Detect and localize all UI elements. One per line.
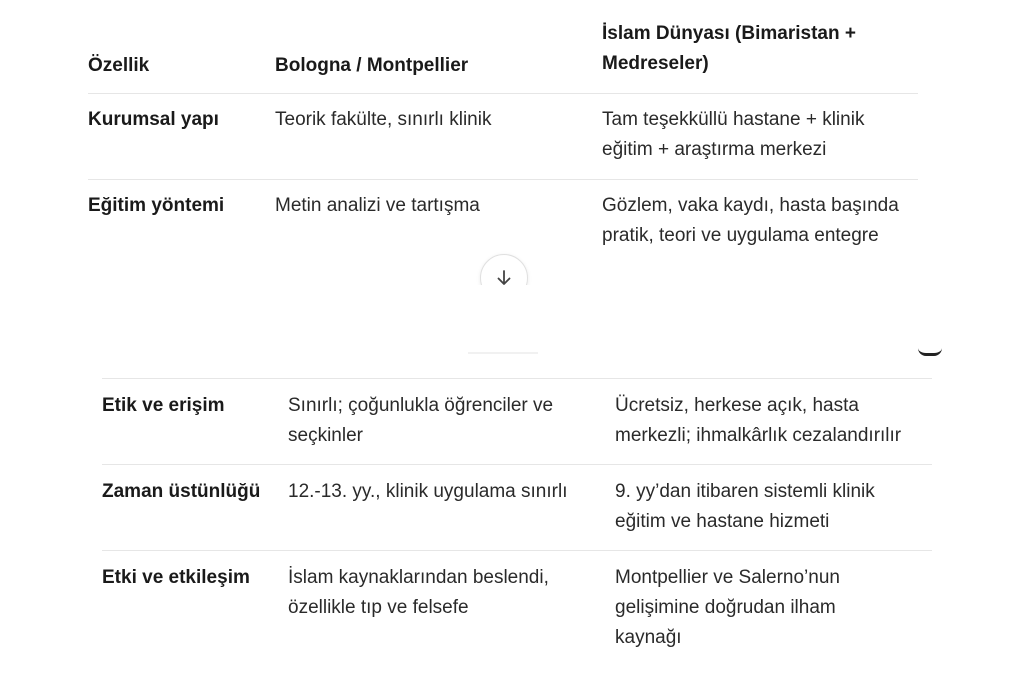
row-europe: 12.-13. yy., klinik uygulama sınırlı — [288, 481, 568, 502]
row-feature: Zaman üstünlüğü — [102, 481, 261, 502]
table-row — [102, 550, 932, 670]
top-screenshot-segment — [0, 0, 1024, 285]
table-row — [102, 464, 932, 551]
arrow-down-icon — [495, 269, 513, 285]
row-europe: Metin analizi ve tartışma — [275, 195, 480, 216]
header-islam: İslam Dünyası (Bimaristan + Medreseler) — [602, 23, 856, 74]
row-europe: Teorik fakülte, sınırlı klinik — [275, 109, 492, 130]
bottom-screenshot-segment — [0, 345, 1024, 686]
row-islam: Montpellier ve Salerno’nun gelişimine doğrudan ilham kaynağı — [615, 567, 840, 648]
comparison-table-bottom — [102, 345, 932, 686]
row-islam: Tam teşekküllü hastane + klinik eğitim + araştırma merkezi — [602, 109, 865, 160]
header-feature: Özellik — [88, 55, 150, 76]
table-header-row — [88, 0, 918, 94]
row-feature: Eğitim yöntemi — [88, 195, 225, 216]
row-islam: Gözlem, vaka kaydı, hasta başında pratik, teori ve uygulama entegre — [602, 195, 899, 246]
row-europe: Sınırlı; çoğunlukla öğrenciler ve seçkinler — [288, 395, 554, 446]
row-feature: Etki ve etkileşim — [102, 567, 250, 588]
row-feature: Kurumsal yapı — [88, 109, 219, 130]
row-feature: Etik ve erişim — [102, 395, 225, 416]
header-europe: Bologna / Montpellier — [275, 55, 469, 76]
table-row — [88, 93, 918, 180]
row-islam: Ücretsiz, herkese açık, hasta merkezli; ihmalkârlık cezalandırılır — [615, 395, 902, 446]
row-europe: İslam kaynaklarından beslendi, özellikle tıp ve felsefe — [288, 567, 549, 618]
row-islam: 9. yy’dan itibaren sistemli klinik eğitim ve hastane hizmeti — [615, 481, 875, 532]
table-top-border — [102, 345, 932, 379]
comparison-table-top — [88, 0, 918, 285]
table-row — [102, 378, 932, 465]
